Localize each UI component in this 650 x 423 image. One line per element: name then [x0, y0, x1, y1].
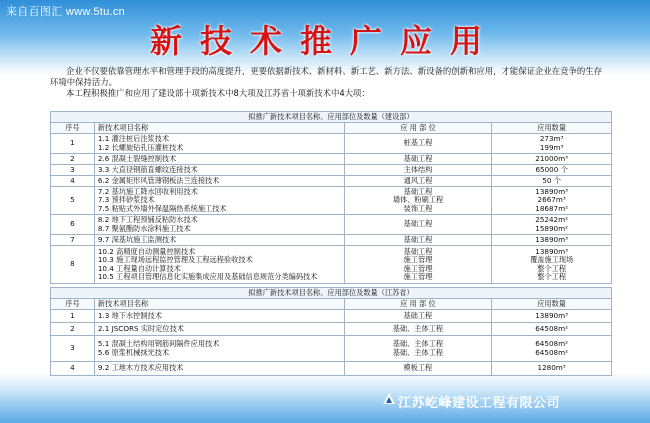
application-qty: 15890m² [535, 223, 569, 233]
application-qty: 50 个 [542, 175, 561, 185]
intro-text [50, 66, 610, 99]
row-number-cell: 4 [51, 362, 95, 376]
tech-name: 8.2 地下工程预铺反粘防水技术 [97, 215, 198, 225]
application-qty: 整个工程 [537, 271, 567, 281]
intro-paragraph-1: 企业不仅要依靠管理水平和管理手段的高度提升，更要依据新技术、新材料、新工艺、新方法、新设备的创新和应用，才能保证企业在竞争的生存环境中保持活力。 [50, 66, 602, 87]
application-dept-cell [344, 176, 492, 187]
table-row [51, 134, 612, 154]
tech-name-cell [94, 362, 344, 376]
application-qty: 13890m³ [535, 246, 569, 256]
row-number-cell: 2 [51, 323, 95, 336]
col-header-dept: 应 用 部 位 [344, 299, 492, 310]
tech-name: 10.5 工程项目管理信息化实施集成应用及基础信息规范分类编码技术 [97, 271, 318, 281]
application-dept-cell [344, 336, 492, 362]
application-qty: 64508m² [535, 323, 568, 333]
application-dept: 基础工程 [403, 153, 433, 163]
application-qty-cell [492, 154, 612, 165]
application-qty-cell [492, 362, 612, 376]
row-number-cell: 1 [51, 134, 95, 154]
application-dept: 基础、主体工程 [392, 323, 444, 333]
table-row [51, 310, 612, 323]
tech-name: 9.2 工地木方技术应用技术 [97, 363, 184, 373]
tech-name: 3.3 大直径钢筋直螺纹连接技术 [97, 164, 198, 174]
application-dept: 墙体、粉刷工程 [392, 195, 444, 205]
table-row [51, 362, 612, 376]
application-qty-cell [492, 165, 612, 176]
tech-name: 6.2 金属矩形风管薄钢板法兰连接技术 [97, 175, 220, 185]
tech-name-cell [94, 154, 344, 165]
application-dept: 基础工程 [403, 234, 433, 244]
application-qty: 25242m² [535, 215, 569, 225]
application-dept: 施工管理 [403, 255, 433, 265]
col-header-name: 新技术项目名称 [94, 123, 344, 134]
application-dept-cell [344, 323, 492, 336]
application-qty: 13890m³ [535, 310, 568, 320]
application-qty: 64508m² [535, 339, 568, 349]
tech-name-cell [94, 215, 344, 235]
row-number-cell: 4 [51, 176, 95, 187]
tech-name: 7.2 基坑施工降水回收利用技术 [97, 186, 198, 196]
row-number-cell: 3 [51, 165, 95, 176]
tech-name: 7.5 粘贴式外墙外保温隔热系统施工技术 [97, 203, 227, 213]
company-logo-icon [382, 392, 396, 406]
tech-name: 5.6 原浆机械抹光技术 [97, 347, 170, 357]
application-dept-cell [344, 154, 492, 165]
col-header-no: 序号 [51, 123, 95, 134]
application-dept: 桩基工程 [403, 138, 433, 148]
tech-name-cell [94, 323, 344, 336]
application-dept: 模板工程 [403, 363, 433, 373]
table-row [51, 336, 612, 362]
application-dept: 基础、主体工程 [392, 339, 444, 349]
application-qty-cell [492, 134, 612, 154]
tech-name-cell [94, 165, 344, 176]
tech-name-cell [94, 246, 344, 284]
col-header-dept: 应 用 部 位 [344, 123, 492, 134]
row-number-cell: 2 [51, 154, 95, 165]
page-title: 新技术推广应用 [149, 22, 500, 60]
application-dept: 基础工程 [403, 246, 433, 256]
table-row [51, 165, 612, 176]
tech-name: 10.2 高精度自动测量控制技术 [97, 246, 196, 256]
application-dept-cell [344, 215, 492, 235]
ministry-tech-table [50, 111, 612, 284]
application-dept: 通风工程 [403, 175, 433, 185]
tech-name: 1.3 地下水控制技术 [97, 310, 162, 320]
tech-name: 9.7 深基坑施工监测技术 [97, 234, 177, 244]
application-qty-cell [492, 176, 612, 187]
col-header-name: 新技术项目名称 [94, 299, 344, 310]
col-header-qty: 应用数量 [492, 123, 612, 134]
application-qty: 21000m³ [535, 153, 569, 163]
tech-name-cell [94, 187, 344, 215]
table-row [51, 176, 612, 187]
application-qty-cell [492, 187, 612, 215]
application-qty: 199m³ [539, 142, 564, 152]
application-qty: 13890m³ [535, 234, 569, 244]
table-row [51, 246, 612, 284]
table-row [51, 323, 612, 336]
application-dept: 施工管理 [403, 263, 433, 273]
application-qty-cell [492, 310, 612, 323]
tech-name: 1.2 长螺旋钻孔压灌桩技术 [97, 142, 184, 152]
application-qty-cell [492, 336, 612, 362]
watermark-text: 来自百图汇 www.5tu.cn [6, 6, 126, 18]
province-tech-table [50, 287, 612, 376]
table-row [51, 215, 612, 235]
application-dept: 主体结构 [403, 164, 433, 174]
row-number-cell: 1 [51, 310, 95, 323]
tech-name: 1.1 灌注桩后注浆技术 [97, 134, 170, 144]
col-header-qty: 应用数量 [492, 299, 612, 310]
application-dept: 基础工程 [403, 310, 433, 320]
row-number-cell: 7 [51, 235, 95, 246]
application-dept: 基础工程 [403, 186, 433, 196]
tech-name-cell [94, 336, 344, 362]
application-qty: 2667m³ [537, 195, 566, 205]
tech-name-cell [94, 235, 344, 246]
table-row [51, 154, 612, 165]
application-qty: 覆盖施工现场 [530, 255, 574, 265]
row-number-cell: 3 [51, 336, 95, 362]
application-dept-cell [344, 246, 492, 284]
application-qty: 1280m³ [537, 363, 566, 373]
application-dept: 基础、主体工程 [392, 347, 444, 357]
row-number-cell: 8 [51, 246, 95, 284]
application-qty: 整个工程 [537, 263, 567, 273]
application-qty-cell [492, 246, 612, 284]
application-qty-cell [492, 215, 612, 235]
application-dept-cell [344, 235, 492, 246]
tech-name: 2.1 JSCORS 实时定位技术 [97, 323, 184, 333]
tech-name-cell [94, 310, 344, 323]
tech-name: 8.7 聚氨酯防水涂料施工技术 [97, 223, 191, 233]
tech-name-cell [94, 134, 344, 154]
application-qty: 64508m² [535, 347, 568, 357]
application-qty: 13890m³ [535, 186, 569, 196]
application-qty: 273m³ [539, 134, 564, 144]
tech-name-cell [94, 176, 344, 187]
application-qty: 65000 个 [535, 164, 568, 174]
tech-name: 7.3 预拌砂浆技术 [97, 195, 155, 205]
company-name: 江苏屹峰建设工程有限公司 [398, 396, 561, 411]
tech-name: 10.3 施工现场远程监控管理及工程远程验收技术 [97, 255, 253, 265]
table-row [51, 235, 612, 246]
intro-paragraph-2: 本工程积极推广和应用了建设部十项新技术中8大项及江苏省十项新技术中4大项： [66, 88, 370, 98]
application-dept-cell [344, 187, 492, 215]
col-header-no: 序号 [51, 299, 95, 310]
application-dept: 施工管理 [403, 271, 433, 281]
row-number-cell: 5 [51, 187, 95, 215]
application-dept: 基础工程 [403, 219, 433, 229]
application-dept-cell [344, 134, 492, 154]
table-caption: 拟推广新技术项目名称、应用部位及数量（江苏省） [51, 288, 612, 299]
tech-name: 2.6 混凝土裂缝控制技术 [97, 153, 177, 163]
tech-name: 10.4 工程量自动计算技术 [97, 263, 181, 273]
tech-name: 5.1 混凝土结构用钢筋间隔件应用技术 [97, 339, 220, 349]
table-caption: 拟推广新技术项目名称、应用部位及数量（建设部） [51, 112, 612, 123]
application-dept-cell [344, 362, 492, 376]
application-qty-cell [492, 323, 612, 336]
application-dept-cell [344, 310, 492, 323]
application-qty: 18687m² [535, 203, 569, 213]
application-qty-cell [492, 235, 612, 246]
row-number-cell: 6 [51, 215, 95, 235]
application-dept: 装饰工程 [403, 203, 433, 213]
application-dept-cell [344, 165, 492, 176]
table-row [51, 187, 612, 215]
